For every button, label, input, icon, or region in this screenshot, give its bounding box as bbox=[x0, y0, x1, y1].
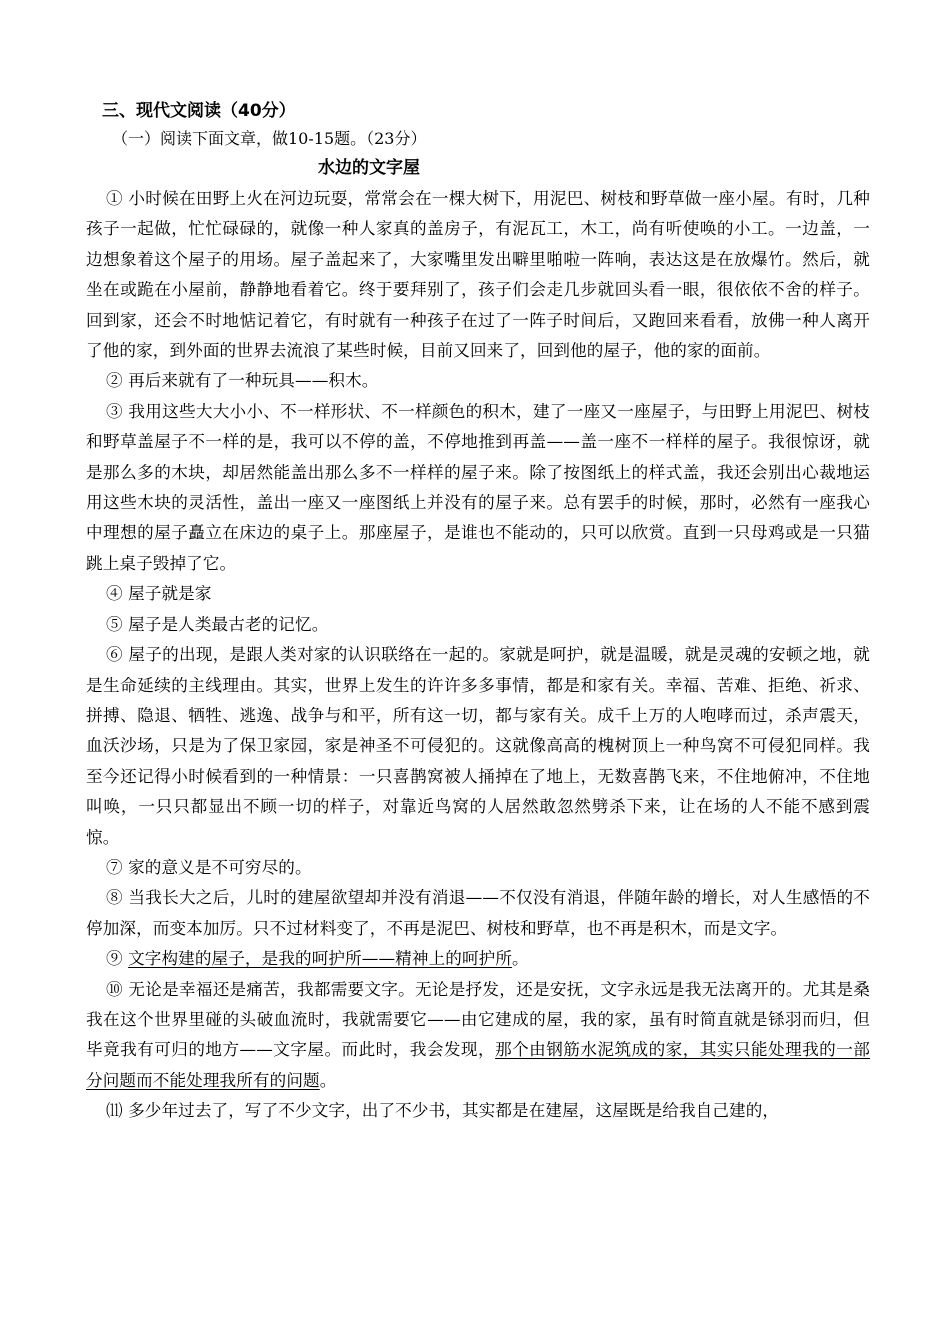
underlined-sentence: 那个由钢筋水泥筑成的家，其实只能处理我的一部分问题而不能处理我所有的问题 bbox=[86, 1040, 870, 1090]
paragraph-9 bbox=[86, 944, 870, 974]
paragraph-11 bbox=[86, 1096, 870, 1126]
section-title: 三、现代文阅读（40分） bbox=[102, 101, 296, 121]
paragraph-8 bbox=[86, 883, 870, 944]
paragraph-text: ④ 屋子就是家 bbox=[106, 584, 212, 604]
article-body bbox=[86, 184, 870, 1127]
exam-page bbox=[86, 98, 870, 1127]
paragraph-text: ⑧ 当我长大之后，儿时的建屋欲望却并没有消退——不仅没有消退，伴随年龄的增长，对人生感悟的不停加深，而变本加厉。只不过材料变了，不再是泥巴、树枝和野草，也不再是积木，而是文字。 bbox=[86, 888, 870, 938]
article-title: 水边的文字屋 bbox=[318, 158, 420, 178]
paragraph-text: ⑩ 无论是幸福还是痛苦，我都需要文字。无论是抒发，还是安抚，文字永远是我无法离开的。尤其是桑我在这个世界里碰的头破血流时，我就需要它——由它建成的屋，我的家，虽有时简直就是铩羽而归，但毕竟我有可归的地方——文字屋。而此时，我会发现， bbox=[86, 979, 870, 1060]
paragraph-text: ⑦ 家的意义是不可穷尽的。 bbox=[106, 857, 312, 877]
paragraph-3 bbox=[86, 397, 870, 579]
paragraph-text: ① 小时候在田野上火在河边玩耍，常常会在一棵大树下，用泥巴、树枝和野草做一座小屋。有时，几种孩子一起做，忙忙碌碌的，就像一种人家真的盖房子，有泥瓦工，木工，尚有听使唤的小工。一边盖，一边想象着这个屋子的用场。屋子盖起来了，大家嘴里发出噼里啪啦一阵响，表达这是在放爆竹。然后，就坐在或跪在小屋前，静静地看着它。终于要拜别了，孩子们会走几步就回头看一眼，很依依不舍的样子。回到家，还会不时地惦记着它，有时就有一种孩子在过了一阵子时间后，又跑回来看看，放佛一种人离开了他的家，到外面的世界去流浪了某些时候，目前又回来了，回到他的屋子，他的家的面前。 bbox=[86, 189, 870, 361]
paragraph-6 bbox=[86, 640, 870, 853]
paragraph-2 bbox=[86, 366, 870, 396]
paragraph-5 bbox=[86, 610, 870, 640]
paragraph-text: ⑥ 屋子的出现，是跟人类对家的认识联络在一起的。家就是呵护，就是温暖，就是灵魂的安顿之地，就是生命延续的主线理由。其实，世界上发生的许许多多事情，都是和家有关。幸福、苦难、拒绝、祈求、拼搏、隐退、牺牲、逃逸、战争与和平，所有这一切，都与家有关。成千上万的人咆哮而过，杀声震天，血沃沙场，只是为了保卫家园，家是神圣不可侵犯的。这就像高高的槐树顶上一种鸟窝不可侵犯同样。我至今还记得小时候看到的一种情景：一只喜鹊窝被人捅掉在了地上，无数喜鹊飞来，不住地俯冲，不住地叫唤，一只只都显出不顾一切的样子，对靠近鸟窝的人居然敢忽然劈杀下来，让在场的人不能不感到震惊。 bbox=[86, 645, 870, 847]
underlined-sentence: 文字构建的屋子，是我的呵护所——精神上的呵护所 bbox=[128, 949, 513, 969]
paragraph-text-end: 。 bbox=[512, 949, 529, 969]
paragraph-text: ② 再后来就有了一种玩具——积木。 bbox=[106, 371, 379, 391]
paragraph-text-end: 。 bbox=[319, 1070, 337, 1090]
paragraph-text: ③ 我用这些大大小小、不一样形状、不一样颜色的积木，建了一座又一座屋子，与田野上用泥巴、树枝和野草盖屋子不一样的是，我可以不停的盖，不停地推到再盖——盖一座不一样样的屋子。我很惊讶，就是那么多的木块，却居然能盖出那么多不一样样的屋子来。除了按图纸上的样式盖，我还会别出心裁地运用这些木块的灵活性，盖出一座又一座图纸上并没有的屋子来。总有罢手的时候，那时，必然有一座我心中理想的屋子矗立在床边的桌子上。那座屋子，是谁也不能动的，只可以欣赏。直到一只母鸡或是一只猫跳上桌子毁掉了它。 bbox=[86, 401, 870, 573]
paragraph-text: ⑨ bbox=[106, 949, 129, 969]
paragraph-text: ⑤ 屋子是人类最古老的记忆。 bbox=[106, 614, 329, 634]
paragraph-1 bbox=[86, 184, 870, 366]
paragraph-text: ⑾ 多少年过去了，写了不少文字，出了不少书，其实都是在建屋，这屋既是给我自己建的， bbox=[106, 1101, 780, 1121]
section-instruction: （一）阅读下面文章，做10-15题。（23分） bbox=[112, 129, 427, 148]
paragraph-4 bbox=[86, 579, 870, 609]
paragraph-10 bbox=[86, 975, 870, 1097]
paragraph-7 bbox=[86, 853, 870, 883]
